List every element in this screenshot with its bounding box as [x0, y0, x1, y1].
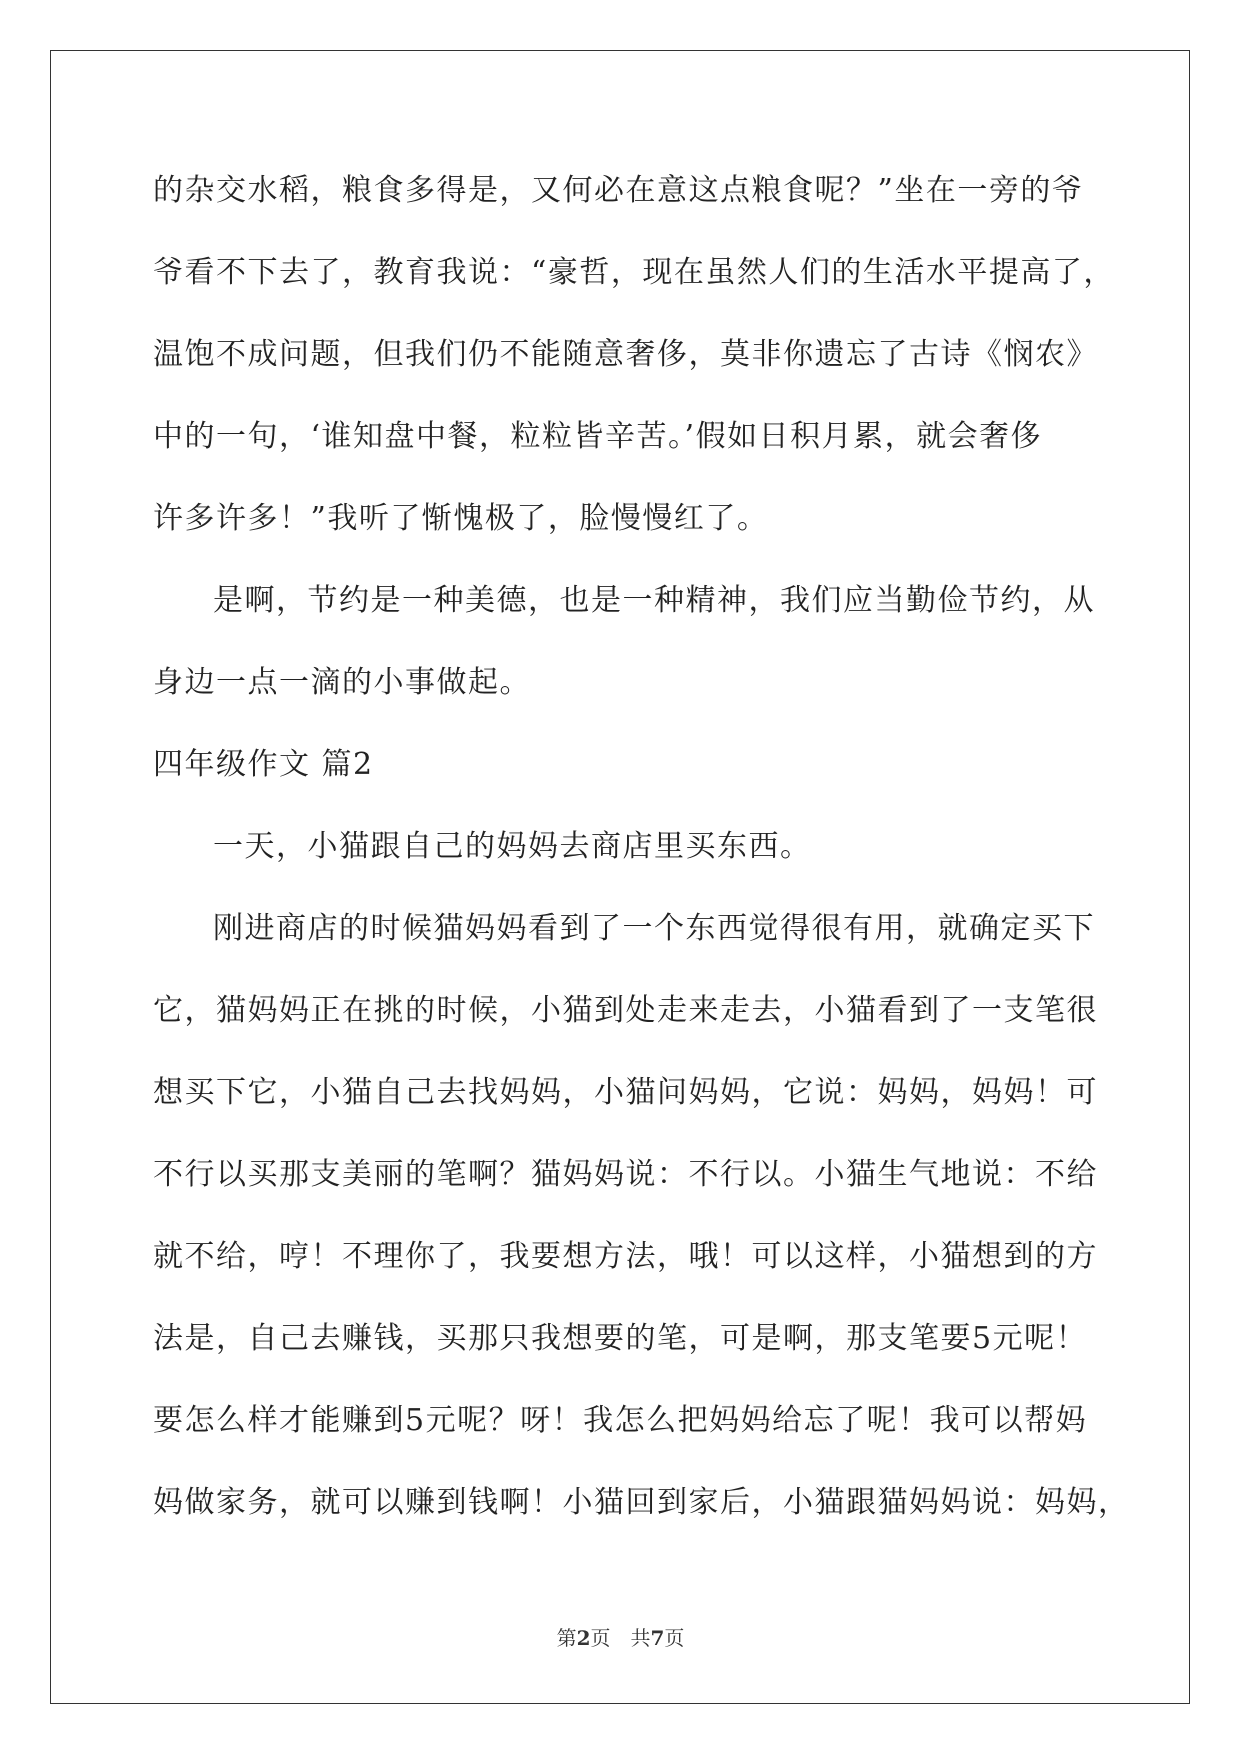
text-line: 中的一句，‘谁知盘中餐，粒粒皆辛苦。’假如日积月累，就会奢侈 [153, 419, 1043, 454]
text-line: 它，猫妈妈正在挑的时候，小猫到处走来走去，小猫看到了一支笔很 [153, 993, 1098, 1028]
footer-mid: 页 共 [590, 1626, 651, 1650]
text-line: 妈做家务，就可以赚到钱啊！小猫回到家后，小猫跟猫妈妈说：妈妈， [153, 1485, 1130, 1520]
text-line: 要怎么样才能赚到5元呢？呀！我怎么把妈妈给忘了呢！我可以帮妈 [153, 1403, 1088, 1438]
text-line: 刚进商店的时候猫妈妈看到了一个东西觉得很有用，就确定买下 [213, 911, 1095, 946]
document-body [153, 166, 1130, 1560]
text-line: 一天，小猫跟自己的妈妈去商店里买东西。 [213, 829, 812, 864]
text-line: 的杂交水稻，粮食多得是，又何必在意这点粮食呢？”坐在一旁的爷 [153, 173, 1084, 208]
text-line: 身边一点一滴的小事做起。 [153, 665, 531, 700]
section-heading: 四年级作文 篇2 [153, 747, 374, 782]
footer-prefix: 第 [556, 1626, 577, 1650]
text-line: 温饱不成问题，但我们仍不能随意奢侈，莫非你遗忘了古诗《悯农》 [153, 337, 1098, 372]
total-page-number: 7 [650, 1626, 665, 1650]
text-line: 不行以买那支美丽的笔啊？猫妈妈说：不行以。小猫生气地说：不给 [153, 1157, 1098, 1192]
current-page-number: 2 [576, 1626, 591, 1650]
text-line: 爷看不下去了，教育我说：“豪哲，现在虽然人们的生活水平提高了， [153, 255, 1115, 290]
text-line: 是啊，节约是一种美德，也是一种精神，我们应当勤俭节约，从 [213, 583, 1095, 618]
text-line: 许多许多！”我听了惭愧极了，脸慢慢红了。 [153, 501, 769, 536]
text-line: 就不给，哼！不理你了，我要想方法，哦！可以这样，小猫想到的方 [153, 1239, 1098, 1274]
footer-suffix: 页 [664, 1626, 685, 1650]
text-line: 想买下它，小猫自己去找妈妈，小猫问妈妈，它说：妈妈，妈妈！可 [153, 1075, 1098, 1110]
page-footer [0, 1622, 1241, 1651]
text-line: 法是，自己去赚钱，买那只我想要的笔，可是啊，那支笔要5元呢！ [153, 1321, 1088, 1356]
